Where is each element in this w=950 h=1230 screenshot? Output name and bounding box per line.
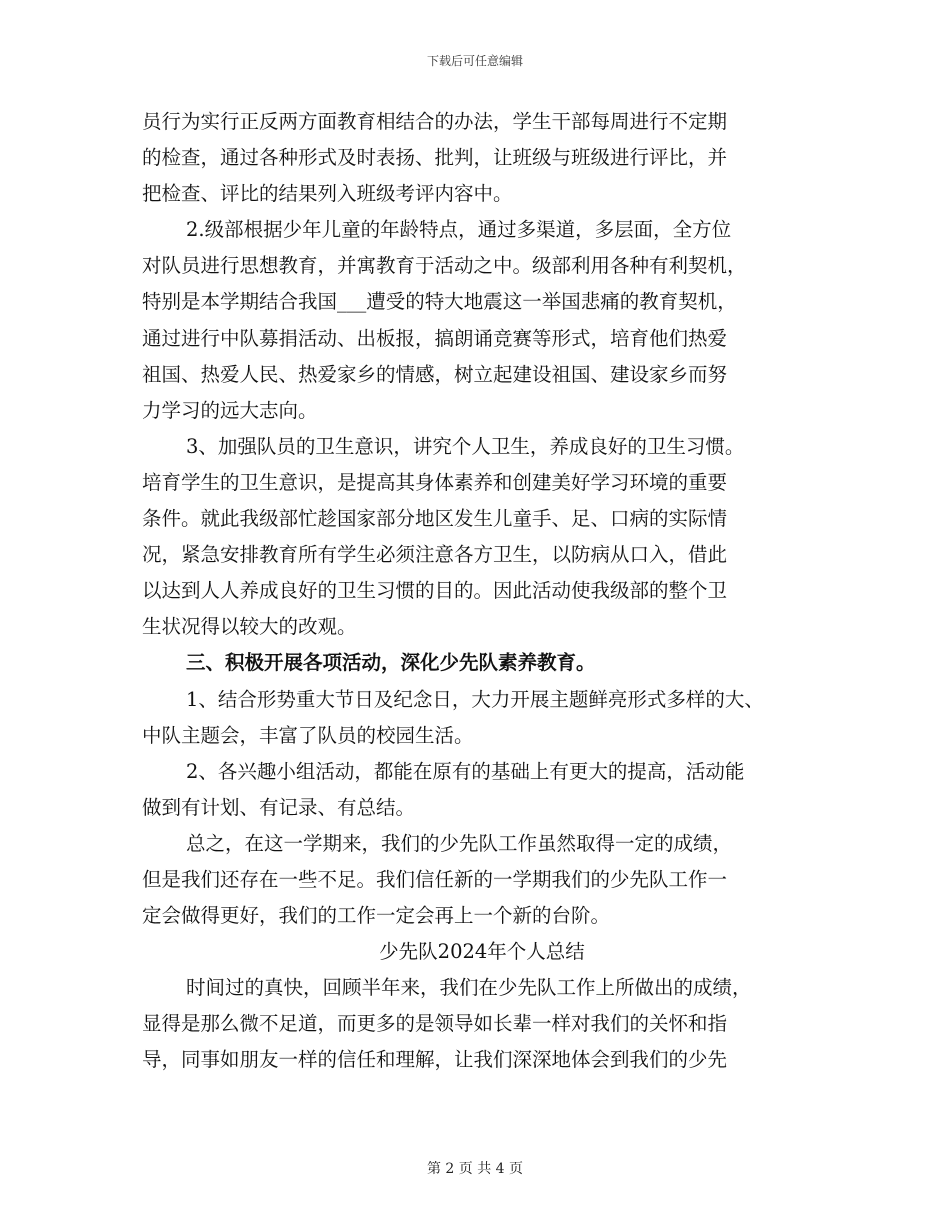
paragraph-line: 对队员进行思想教育，并寓教育于活动之中。级部利用各种有利契机， — [142, 254, 747, 278]
document-body — [142, 104, 822, 1079]
paragraph-line: 总之，在这一学期来，我们的少先队工作虽然取得一定的成绩， — [186, 831, 733, 855]
paragraph-line: 导，同事如朋友一样的信任和理解，让我们深深地体会到我们的少先 — [142, 1048, 728, 1072]
paragraph-line: 的检查，通过各种形式及时表扬、批判，让班级与班级进行评比，并 — [142, 146, 728, 170]
paragraph-line: 1、结合形势重大节日及纪念日，大力开展主题鲜亮形式多样的大、 — [186, 687, 764, 711]
paragraph-line: 生状况得以较大的改观。 — [142, 615, 357, 639]
paragraph-line: 定会做得更好，我们的工作一定会再上一个新的台阶。 — [142, 904, 611, 928]
document-title: 少先队2024年个人总结 — [379, 940, 585, 964]
paragraph-line: 2、各兴趣小组活动，都能在原有的基础上有更大的提高，活动能 — [186, 759, 745, 783]
paragraph-line: 况，紧急安排教育所有学生必须注意各方卫生，以防病从口入，借此 — [142, 543, 728, 567]
header-note: 下载后可任意编辑 — [426, 54, 523, 68]
paragraph-line: 条件。就此我级部忙趁国家部分地区发生儿童手、足、口病的实际情 — [142, 507, 728, 531]
paragraph-line: 显得是那么微不足道，而更多的是领导如长辈一样对我们的关怀和指 — [142, 1012, 728, 1036]
paragraph-line: 力学习的远大志向。 — [142, 398, 318, 422]
paragraph-line: 但是我们还存在一些不足。我们信任新的一学期我们的少先队工作一 — [142, 867, 728, 891]
paragraph-line: 培育学生的卫生意识，是提高其身体素养和创建美好学习环境的重要 — [142, 470, 728, 494]
paragraph-line: 3、加强队员的卫生意识，讲究个人卫生，养成良好的卫生习惯。 — [186, 434, 745, 458]
paragraph-line: 以达到人人养成良好的卫生习惯的目的。因此活动使我级部的整个卫 — [142, 579, 728, 603]
paragraph-line: 中队主题会，丰富了队员的校园生活。 — [142, 723, 474, 747]
paragraph-line: 时间过的真快，回顾半年来，我们在少先队工作上所做出的成绩， — [186, 976, 752, 1000]
page-number: 第 2 页 共 4 页 — [426, 1161, 524, 1177]
paragraph-line: 把检查、评比的结果列入班级考评内容中。 — [142, 182, 513, 206]
paragraph-line: 做到有计划、有记录、有总结。 — [142, 795, 416, 819]
paragraph-line: 通过进行中队募捐活动、出板报，搞朗诵竞赛等形式，培育他们热爱 — [142, 326, 728, 350]
paragraph-line: 员行为实行正反两方面教育相结合的办法，学生干部每周进行不定期 — [142, 110, 728, 133]
section-heading: 三、积极开展各项活动，深化少先队素养教育。 — [186, 651, 596, 675]
paragraph-line: 特别是本学期结合我国___遭受的特大地震这一举国悲痛的教育契机， — [142, 290, 737, 314]
paragraph-line: 2.级部根据少年儿童的年龄特点，通过多渠道，多层面，全方位 — [186, 218, 732, 242]
paragraph-line: 祖国、热爱人民、热爱家乡的情感，树立起建设祖国、建设家乡而努 — [142, 362, 728, 386]
